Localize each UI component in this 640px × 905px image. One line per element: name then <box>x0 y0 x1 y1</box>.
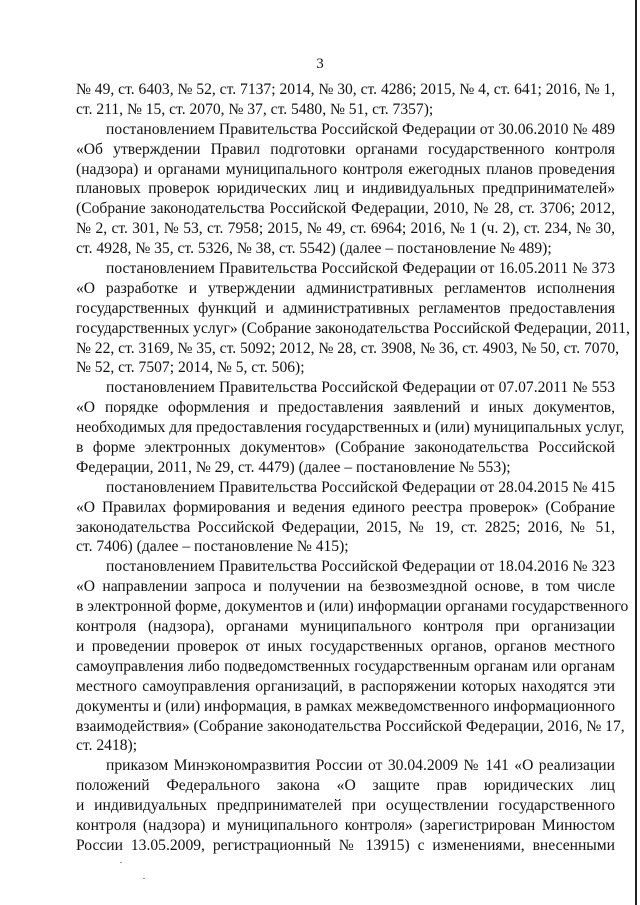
paragraph <box>76 478 615 558</box>
scan-edge-line <box>635 0 637 905</box>
text-line: ст. 4928, № 35, ст. 5326, № 38, ст. 5542) (далее – постановление № 489); <box>76 240 552 258</box>
paragraph <box>76 120 615 259</box>
text-line: № 49, ст. 6403, № 52, ст. 7137; 2014, № 30, ст. 4286; 2015, № 4, ст. 641; 2016, № 1, <box>76 81 616 98</box>
text-line: России 13.05.2009, регистрационный № 13915) с изменениями, внесенными <box>76 836 615 854</box>
text-line: (надзора) и органами муниципального контроля ежегодных планов проведения <box>76 160 615 178</box>
text-line: местного самоуправления организаций, в распоряжении которых находятся эти <box>76 677 615 695</box>
text-line: документы и (или) информация, в рамках межведомственного информационного <box>76 697 615 715</box>
text-line: Федерации, 2011, № 29, ст. 4479) (далее – постановление № 553); <box>76 458 511 476</box>
text-line: государственных функций и административных регламентов предоставления <box>76 299 615 317</box>
text-line: № 52, ст. 7507; 2014, № 5, ст. 506); <box>76 359 305 377</box>
paragraph <box>76 756 615 855</box>
text-line: государственных услуг» (Собрание законодательства Российской Федерации, 2011, <box>76 319 630 337</box>
text-line: постановлением Правительства Российской Федерации от 30.06.2010 № 489 <box>106 120 615 138</box>
text-line: самоуправления либо подведомственных государственным органам или органам <box>76 657 615 675</box>
text-line: контроля (надзора), органами муниципального контроля при организации <box>76 618 615 636</box>
text-line: «Об утверждении Правил подготовки органами государственного контроля <box>76 140 615 158</box>
text-line: ст. 7406) (далее – постановление № 415); <box>76 538 349 556</box>
text-line: постановлением Правительства Российской Федерации от 28.04.2015 № 415 <box>106 478 615 496</box>
text-line: «О порядке оформления и предоставления заявлений и иных документов, <box>76 399 615 417</box>
text-line: «О Правилах формирования и ведения единого реестра проверок» (Собрание <box>76 498 615 516</box>
text-line: постановлением Правительства Российской Федерации от 07.07.2011 № 553 <box>106 379 615 397</box>
text-line: взаимодействия» (Собрание законодательства Российской Федерации, 2016, № 17, <box>76 717 625 735</box>
text-line: ст. 2418); <box>76 737 138 755</box>
text-line: законодательства Российской Федерации, 2015, № 19, ст. 2825; 2016, № 51, <box>76 518 615 536</box>
text-line: и проведении проверок от иных государственных органов, органов местного <box>76 637 615 655</box>
document-body <box>76 80 630 856</box>
scan-speck <box>120 862 122 863</box>
paragraph <box>76 259 630 378</box>
text-line: № 2, ст. 301, № 53, ст. 7958; 2015, № 49, ст. 6964; 2016, № 1 (ч. 2), ст. 234, № 30, <box>76 220 615 238</box>
page-number: 3 <box>316 56 324 72</box>
text-line: «О разработке и утверждении административных регламентов исполнения <box>76 279 615 297</box>
scan-speck <box>143 878 145 879</box>
text-line: плановых проверок юридических лиц и индивидуальных предпринимателей» <box>76 180 615 198</box>
text-line: «О направлении запроса и получении на безвозмездной основе, в том числе <box>76 578 615 596</box>
text-line: необходимых для предоставления государственных и (или) муниципальных услуг, <box>76 419 625 437</box>
text-line: постановлением Правительства Российской Федерации от 18.04.2016 № 323 <box>106 558 615 576</box>
text-line: постановлением Правительства Российской Федерации от 16.05.2011 № 373 <box>106 260 615 278</box>
text-line: (Собрание законодательства Российской Федерации, 2010, № 28, ст. 3706; 2012, <box>76 200 615 218</box>
paragraph <box>76 557 629 756</box>
text-line: приказом Минэкономразвития России от 30.04.2009 № 141 «О реализации <box>106 757 615 775</box>
paragraph <box>76 80 615 120</box>
text-line: в электронной форме, документов и (или) информации органами государственного <box>76 598 629 616</box>
text-line: № 22, ст. 3169, № 35, ст. 5092; 2012, № 28, ст. 3908, № 36, ст. 4903, № 50, ст. 7070, <box>76 339 620 357</box>
paragraph <box>76 378 625 477</box>
text-line: положений Федерального закона «О защите прав юридических лиц <box>76 777 615 795</box>
text-line: в форме электронных документов» (Собрание законодательства Российской <box>76 439 615 457</box>
text-line: контроля (надзора) и муниципального контроля» (зарегистрирован Минюстом <box>76 816 615 834</box>
text-line: и индивидуальных предпринимателей при осуществлении государственного <box>76 797 615 815</box>
text-line: ст. 211, № 15, ст. 2070, № 37, ст. 5480, № 51, ст. 7357); <box>76 100 434 118</box>
